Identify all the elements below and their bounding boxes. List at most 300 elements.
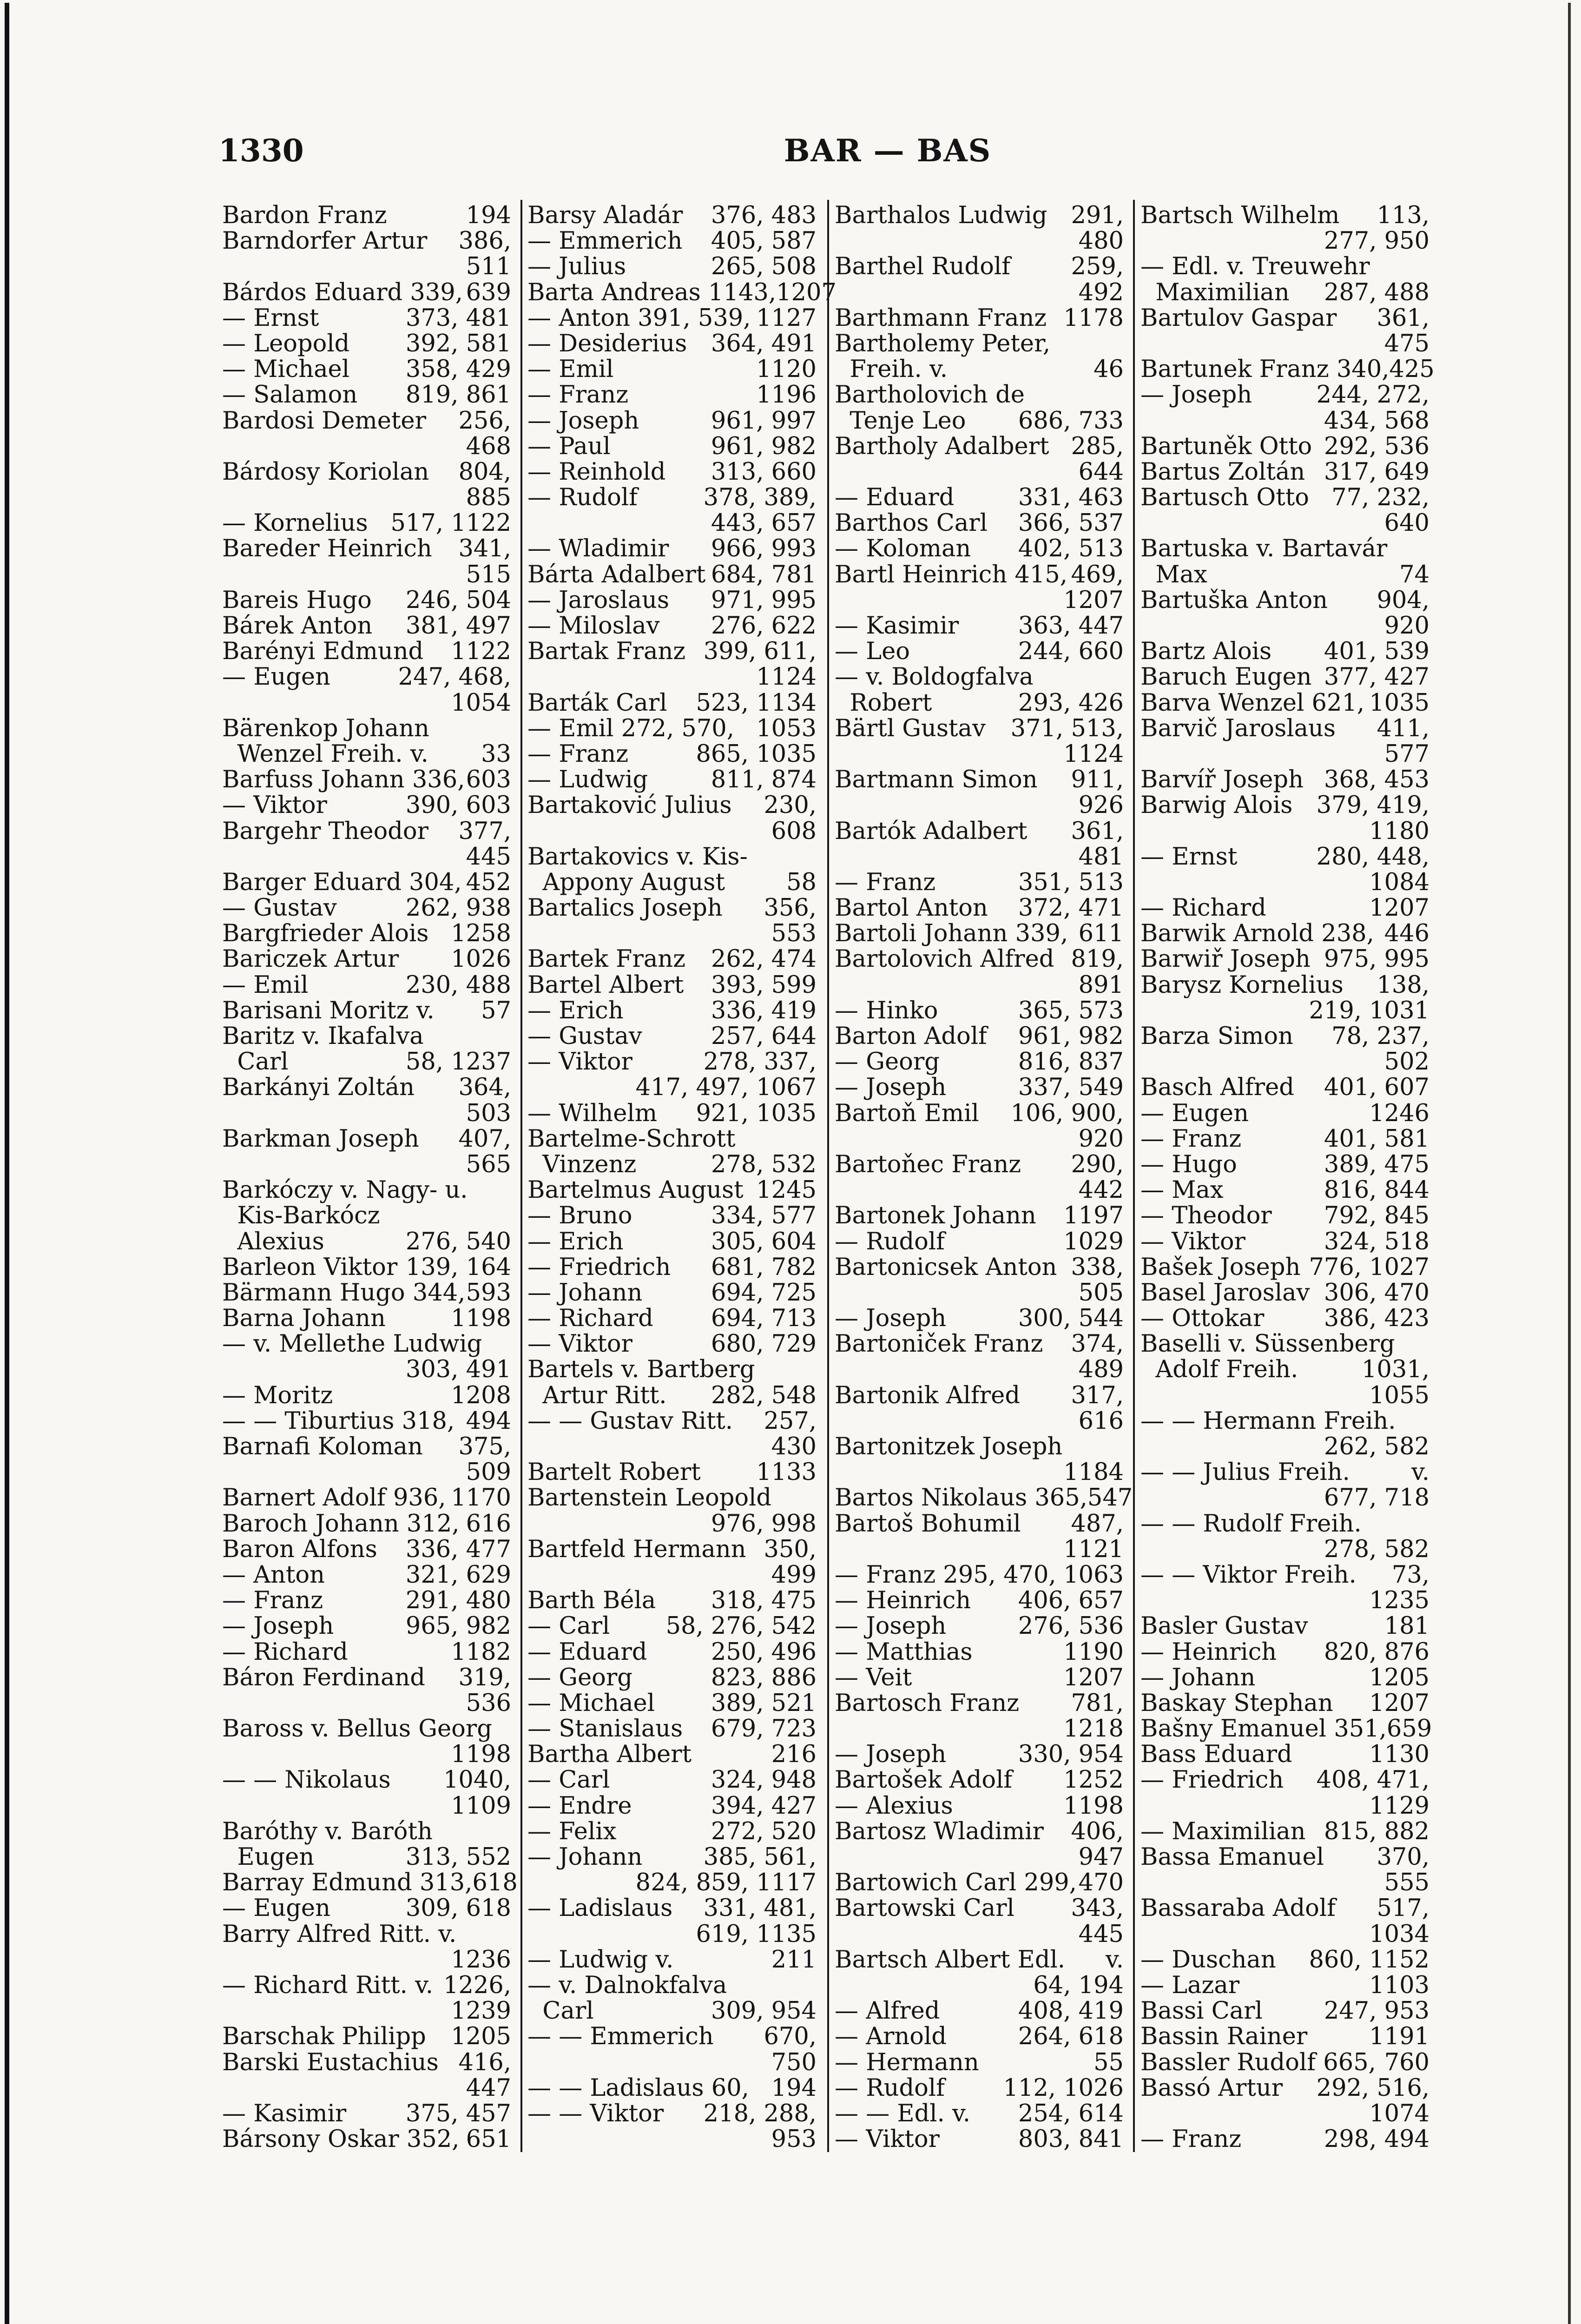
index-entry-line [1140,1254,1429,1280]
index-entry-line [835,562,1124,588]
entry-page-refs: 321, 629 [405,1561,511,1589]
entry-name: Barthalos Ludwig [835,202,1047,229]
entry-page-refs: 694, 725 [711,1279,817,1307]
entry-page-refs: 1034 [1369,1920,1429,1948]
entry-name: Bardosi Demeter [222,407,426,435]
index-entry-line [222,1049,511,1075]
index-entry-line [222,767,511,792]
index-entry-line [527,1357,817,1382]
entry-name: Bartoniček Franz [835,1330,1043,1358]
entry-name: Bartek Franz [527,945,685,973]
entry-name: Barnafi Koloman [222,1433,423,1460]
entry-name: — Joseph [527,407,639,435]
index-entry-line [222,357,511,382]
index-entry-line [222,921,511,946]
entry-page-refs: 58, 1237 [405,1048,511,1076]
index-entry-line [835,1152,1124,1177]
index-entry-line [222,946,511,972]
entry-name: — Salamon [222,381,358,409]
index-entry-line [527,1203,817,1228]
entry-page-refs: 1129 [1369,1792,1429,1820]
entry-name: — Friedrich [1140,1766,1284,1794]
entry-page-refs: 505 [1078,1279,1124,1307]
entry-page-refs: 1198 [1063,1792,1124,1820]
entry-name: Bartmann Simon [835,766,1038,794]
entry-page-refs: 256, [458,407,511,435]
entry-page-refs: 1182 [451,1638,511,1666]
entry-name: — Duschan [1140,1946,1276,1974]
index-entry-line [1140,741,1429,767]
index-entry-line [835,613,1124,639]
index-entry-line [835,844,1124,870]
entry-page-refs: 73, [1391,1561,1429,1589]
index-entry-line [835,1357,1124,1382]
entry-page-refs: 1236 [451,1946,511,1974]
entry-page-refs: 282, 548 [711,1381,817,1409]
entry-name: — — Tiburtius 318, [222,1407,455,1435]
entry-name: — Eduard [835,484,955,512]
entry-page-refs: 405, 587 [711,227,817,255]
entry-page-refs: 230, [764,792,817,819]
entry-page-refs: 331, 481, [703,1895,817,1922]
running-head: BAR — BAS [784,132,992,169]
index-entry-line [1140,972,1429,998]
index-entry-line [527,408,817,434]
index-entry-line [527,2126,817,2152]
entry-page-refs: 277, 950 [1324,227,1429,255]
index-entry-line [527,1767,817,1793]
entry-page-refs: 1208 [451,1381,511,1409]
entry-name: — Alfred [835,1997,940,2025]
entry-name: Bartakovics v. Kis- [527,843,748,871]
index-entry-line [1140,1203,1429,1228]
index-column-1 [222,202,518,2153]
index-entry-line [527,254,817,279]
entry-name: Bartha Albert [527,1741,692,1769]
index-entry-line [222,1613,511,1639]
index-entry-line [1140,1177,1429,1203]
entry-page-refs: 492 [1078,278,1124,306]
entry-name: — Veit [835,1664,912,1691]
entry-name: Barschak Philipp [222,2023,426,2051]
entry-page-refs: 921, 1035 [696,1099,817,1127]
index-column-4 [1140,202,1435,2153]
entry-name: — Carl [527,1766,610,1794]
index-entry-line [835,1844,1124,1870]
index-entry-line [1140,1665,1429,1690]
entry-name: — Gustav [222,894,337,922]
entry-name: Bartosch Franz [835,1689,1020,1717]
index-entry-line [527,870,817,895]
entry-name: Barkóczy v. Nagy- u. [222,1176,468,1204]
entry-page-refs: 394, 427 [711,1792,817,1820]
index-entry-line [527,767,817,792]
entry-name: — Paul [527,432,611,460]
index-entry-line [527,1511,817,1537]
entry-name: Bársony Oskar 352, [222,2126,460,2153]
entry-page-refs: 885 [466,484,511,512]
entry-page-refs: 216 [771,1741,817,1769]
index-entry-line [1140,1947,1429,1973]
entry-page-refs: 262, 938 [405,894,511,922]
index-entry-line [222,485,511,510]
entry-name: — Heinrich [1140,1638,1277,1666]
index-entry-line [222,2126,511,2152]
entry-name: — Ludwig [527,766,648,794]
entry-name: Bartowski Carl [835,1895,1014,1922]
entry-page-refs: 244, 272, [1316,381,1429,409]
entry-page-refs: 442 [1078,1176,1124,1204]
entry-page-refs: 891 [1078,971,1124,999]
entry-name: — Viktor [1140,1228,1245,1255]
entry-page-refs: 640 [1384,509,1429,537]
entry-page-refs: 259, [1071,253,1124,281]
entry-page-refs: 1035 [1369,689,1429,717]
entry-name: Baroch Johann 312, [222,1510,460,1538]
entry-name: Baritz v. Ikafalva [222,1023,424,1050]
index-entry-line [835,1049,1124,1075]
entry-page-refs: 334, 577 [711,1202,817,1230]
index-entry-line [222,613,511,639]
entry-name: — Heinrich [835,1587,971,1615]
index-entry-line [527,998,817,1023]
index-entry-line [835,1511,1124,1537]
entry-page-refs: 480 [1078,227,1124,255]
entry-name: Bartulov Gaspar [1140,304,1337,332]
index-entry-line [1140,485,1429,510]
entry-name: — Felix [527,1817,617,1845]
entry-name: — — Hermann Freih. [1140,1407,1396,1435]
entry-name: — Kasimir [835,612,959,640]
entry-page-refs: 385, 561, [703,1843,817,1871]
entry-name: Barvič Jaroslaus [1140,714,1336,742]
entry-page-refs: 138, [1377,971,1429,999]
entry-page-refs: 292, 516, [1316,2074,1429,2102]
index-entry-line [1140,2024,1429,2049]
entry-name: Baron Alfons [222,1535,377,1563]
index-entry-line [835,203,1124,228]
entry-page-refs: 639 [466,278,511,306]
entry-name: Barthos Carl [835,509,988,537]
index-entry-line [1140,664,1429,690]
entry-page-refs: 776, 1027 [1309,1253,1429,1281]
entry-page-refs: 677, 718 [1324,1484,1429,1512]
entry-name: Barthel Rudolf [835,253,1011,281]
entry-name: Bassi Carl [1140,1997,1263,2025]
index-entry-line [527,972,817,998]
entry-name: Barkányi Zoltán [222,1074,415,1102]
index-entry-line [1140,305,1429,331]
index-entry-line [835,536,1124,561]
entry-page-refs: 390, 603 [405,792,511,819]
entry-page-refs: 361, [1071,817,1124,845]
index-entry-line [835,972,1124,998]
entry-page-refs: 659 [1386,1715,1432,1743]
page-number: 1330 [218,132,304,169]
entry-page-refs: 487, [1071,1510,1124,1538]
index-entry-line [222,1716,511,1742]
entry-page-refs: 272, 520 [711,1817,817,1845]
entry-page-refs: 317, 649 [1324,458,1429,486]
entry-name: Bartel Albert [527,971,684,999]
entry-name: — Alexius [835,1792,953,1820]
entry-name: Alexius [222,1228,324,1255]
entry-page-refs: 425 [1389,356,1435,383]
entry-name: Basler Gustav [1140,1612,1308,1640]
entry-page-refs: 1239 [451,1997,511,2025]
entry-name: Barták Carl [527,689,667,717]
index-entry-line [222,434,511,459]
index-entry-line [527,1819,817,1844]
entry-page-refs: 74 [1399,561,1429,588]
entry-page-refs: 257, 644 [711,1023,817,1050]
index-entry-line [527,228,817,254]
entry-page-refs: 324, 518 [1324,1228,1429,1255]
entry-name: Bass Eduard [1140,1741,1292,1769]
entry-page-refs: 517, 1122 [390,509,511,537]
entry-page-refs: 434, 568 [1324,407,1429,435]
index-entry-line [1140,1870,1429,1895]
entry-page-refs: 292, 536 [1324,432,1429,460]
entry-page-refs: 926 [1078,792,1124,819]
entry-page-refs: 280, 448, [1316,843,1429,871]
index-entry-line [1140,434,1429,459]
entry-page-refs: 378, 389, [703,484,817,512]
index-entry-line [1140,1639,1429,1665]
index-entry-line [1140,331,1429,357]
entry-page-refs: 816, 844 [1324,1176,1429,1204]
index-entry-line [222,1690,511,1716]
entry-page-refs: 644 [1078,458,1124,486]
entry-name: — — Gustav Ritt. [527,1407,733,1435]
index-entry-line [835,1921,1124,1947]
entry-name: Vinzenz [527,1150,637,1178]
index-entry-line [835,1434,1124,1459]
index-entry-line [835,1229,1124,1254]
index-entry-line [835,2101,1124,2126]
index-entry-line [527,1434,817,1459]
entry-page-refs: 684, 781 [711,561,817,588]
entry-name: — Erich [527,997,624,1024]
index-entry-line [527,792,817,818]
index-entry-line [1140,1101,1429,1126]
entry-name: Barski Eustachius [222,2048,439,2076]
index-entry-line [527,1331,817,1357]
entry-page-refs: 1207 [1369,1689,1429,1717]
entry-page-refs: 1055 [1369,1381,1429,1409]
index-entry-line [527,1280,817,1306]
entry-page-refs: 262, 582 [1324,1433,1429,1460]
index-entry-line [1140,895,1429,921]
entry-page-refs: 331, 463 [1018,484,1124,512]
index-entry-line [222,1588,511,1613]
index-entry-line [1140,870,1429,895]
entry-page-refs: 406, 657 [1018,1587,1124,1615]
entry-page-refs: 350, [764,1535,817,1563]
entry-name: — Ottokar [1140,1305,1265,1333]
index-entry-line [222,998,511,1023]
entry-name: — Rudolf [835,2074,945,2102]
index-entry-line [222,895,511,921]
entry-name: — Erich [527,1228,624,1255]
entry-page-refs: 820, 876 [1324,1638,1429,1666]
entry-page-refs: 254, 614 [1018,2100,1124,2127]
entry-page-refs: 247, 953 [1324,1997,1429,2025]
entry-name: — Emil [222,971,309,999]
entry-page-refs: 499 [771,1561,817,1589]
entry-page-refs: 64, 194 [1033,1971,1124,1999]
entry-page-refs: 965, 982 [405,1612,511,1640]
entry-name: Bartos Nikolaus 365, [835,1484,1087,1512]
entry-page-refs: 509 [466,1459,511,1486]
entry-page-refs: 445 [466,843,511,871]
entry-name: Bartoň Emil [835,1099,979,1127]
index-entry-line [1140,356,1435,383]
entry-name: — Joseph [835,1074,947,1102]
index-entry-line [835,2050,1124,2075]
entry-name: — Stanislaus [527,1715,683,1743]
entry-page-refs: 58, 276, 542 [665,1612,817,1640]
index-entry-line [527,2024,817,2049]
index-entry-line [835,998,1124,1023]
entry-page-refs: 336, 477 [405,1535,511,1563]
entry-name: — Hugo [1140,1150,1237,1178]
entry-page-refs: 618 [472,1869,518,1897]
entry-page-refs: 547 [1087,1484,1133,1512]
entry-name: Barsy Aladár [527,202,683,229]
index-entry-line [527,664,817,690]
index-entry-line [222,1767,511,1793]
index-entry-line [222,510,511,536]
entry-page-refs: 1109 [451,1792,511,1820]
entry-name: — Johann [527,1279,643,1307]
entry-name: Barkman Joseph [222,1125,419,1153]
entry-page-refs: 1053 [756,714,817,742]
entry-name: — — Edl. v. [835,2100,971,2127]
index-entry-line [1140,1588,1429,1613]
index-entry-line [222,1973,511,1998]
entry-page-refs: 317, [1071,1381,1124,1409]
entry-name: Bartosz Wladimir [835,1817,1044,1845]
entry-page-refs: 33 [481,740,511,768]
entry-name: — Joseph [1140,381,1252,409]
entry-name: Bartaković Julius [527,792,732,819]
index-entry-line [835,382,1124,408]
entry-page-refs: 407, [458,1125,511,1153]
entry-name: — Ladislaus [527,1895,673,1922]
index-entry-line [222,1408,511,1434]
entry-page-refs: 78, 237, [1331,1023,1429,1050]
index-entry-line [222,331,511,357]
index-entry-line [222,972,511,998]
index-entry-line [222,792,511,818]
entry-page-refs: 401, 581 [1324,1125,1429,1153]
index-entry-line [1140,1844,1429,1870]
entry-page-refs: 370, [1377,1843,1429,1871]
index-entry-line [1140,998,1429,1023]
entry-name: — v. Dalnokfalva [527,1971,727,1999]
index-entry-line [222,2101,511,2126]
index-entry-line [222,1101,511,1126]
index-entry-line [222,664,511,690]
entry-page-refs: 804, [458,458,511,486]
entry-name: Appony August [527,868,725,896]
index-entry-line [835,1408,1124,1434]
entry-page-refs: 399, 611, [703,638,817,666]
index-entry-line [835,1537,1124,1562]
entry-page-refs: 278, 582 [1324,1535,1429,1563]
index-entry-line [222,588,511,613]
entry-name: — Jaroslaus [527,586,670,614]
entry-name: Wenzel Freih. v. [222,740,428,768]
index-entry-line [222,1921,511,1947]
index-entry-line [1140,1819,1429,1844]
index-entry-line [222,690,511,716]
index-entry-line [222,1459,511,1485]
entry-page-refs: 290, [1071,1150,1124,1178]
entry-name: Bassó Artur [1140,2074,1283,2102]
index-entry-line [835,870,1124,895]
entry-page-refs: 1207 [1063,586,1124,614]
index-entry-line [527,357,817,382]
entry-page-refs: 953 [771,2126,817,2153]
index-entry-line [222,1819,511,1844]
entry-page-refs: 1258 [451,920,511,948]
entry-name: — Ernst [222,304,319,332]
index-entry-line [1140,510,1429,536]
entry-page-refs: 219, 1031 [1309,997,1429,1024]
entry-name: — Edl. v. Treuwehr [1140,253,1370,281]
index-entry-line [1140,1306,1429,1331]
entry-name: Bariczek Artur [222,945,399,973]
entry-page-refs: 262, 474 [711,945,817,973]
entry-page-refs: 1130 [1369,1741,1429,1769]
entry-page-refs: 1031, [1361,1356,1429,1384]
entry-name: Barwig Alois [1140,792,1293,819]
entry-page-refs: 305, 604 [711,1228,817,1255]
entry-name: Barnert Adolf 936, [222,1484,446,1512]
entry-name: Bargehr Theodor [222,817,429,845]
entry-name: — v. Boldogfalva [835,663,1034,691]
index-entry-line [222,1203,511,1228]
entry-name: — — Julius Freih. [1140,1459,1350,1486]
entry-name: — Johann [527,1843,643,1871]
index-entry-line [1140,382,1429,408]
entry-page-refs: 811, 874 [711,766,817,794]
index-entry-line [222,1665,511,1690]
entry-name: Bartoli Johann 339, [835,920,1068,948]
entry-page-refs: 469, [1071,561,1124,588]
entry-name: Bartelt Robert [527,1459,701,1486]
entry-page-refs: 515 [466,561,511,588]
index-entry-line [835,1895,1124,1921]
index-entry-line [222,1869,518,1897]
entry-page-refs: 681, 782 [711,1253,817,1281]
entry-name: Barysz Kornelius [1140,971,1344,999]
index-entry-line [527,1613,817,1639]
entry-page-refs: 760 [1384,2048,1429,2076]
index-entry-line [835,2075,1124,2101]
index-entry-line [1140,1613,1429,1639]
index-entry-line [1140,280,1429,305]
index-entry-line [835,1023,1124,1049]
entry-page-refs: 411, [1377,714,1429,742]
entry-page-refs: 616 [466,1510,511,1538]
index-entry-line [1140,1459,1429,1485]
index-entry-line [835,1639,1124,1665]
entry-name: — Miloslav [527,612,660,640]
index-entry-line [835,664,1124,690]
